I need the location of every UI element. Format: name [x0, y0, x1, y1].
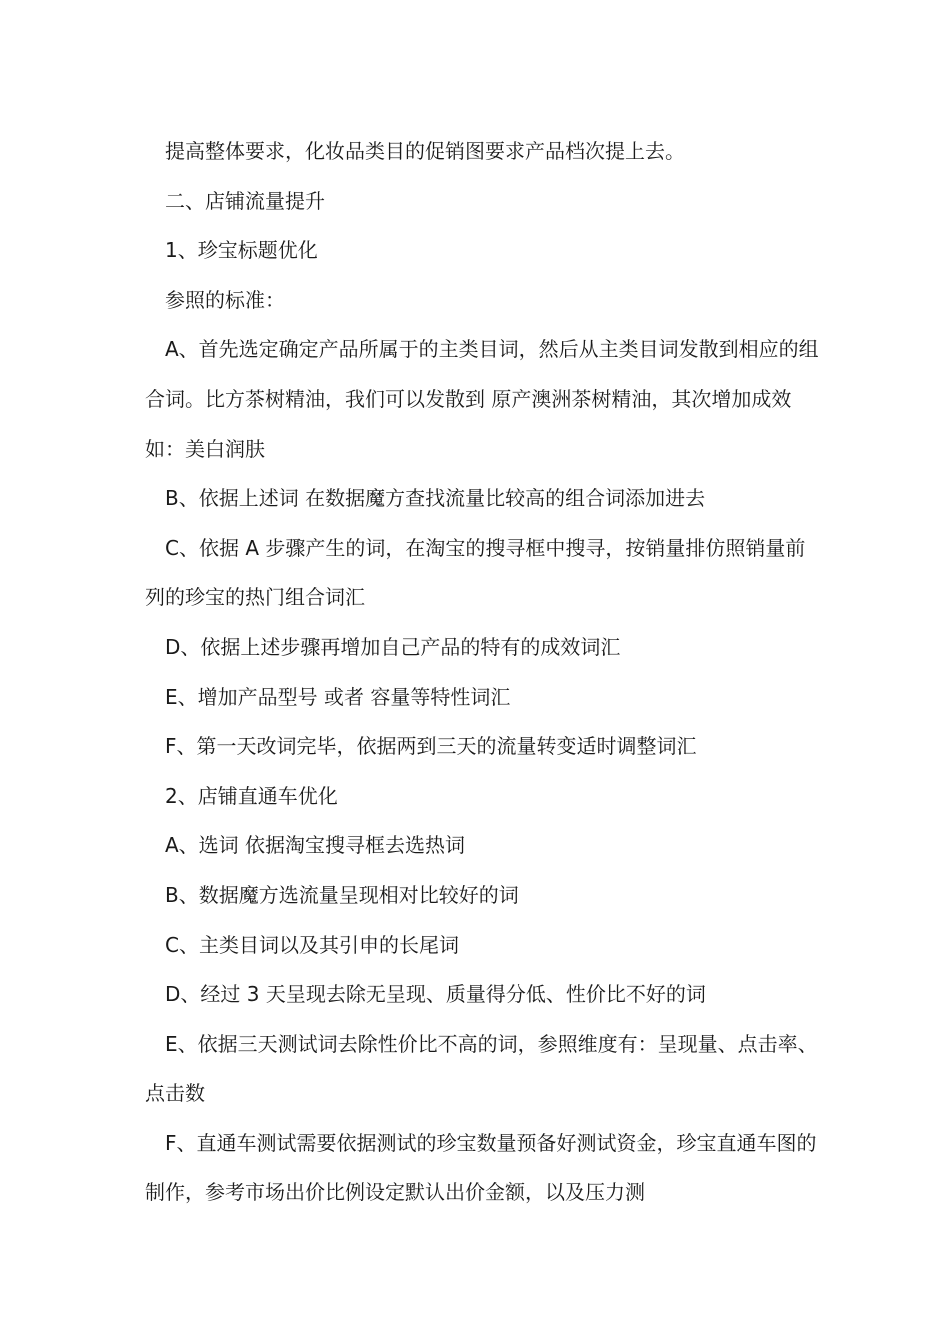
section-heading-traffic: 二、店铺流量提升 [165, 188, 325, 213]
document-body [145, 127, 825, 1218]
paragraph-promo-requirement: 提高整体要求，化妆品类目的促销图要求产品档次提上去。 [165, 139, 685, 163]
list-item-title-f: F、第一天改词完毕，依据两到三天的流量转变适时调整词汇 [165, 734, 697, 759]
subheading-ad-optimization: 2、店铺直通车优化 [165, 783, 338, 808]
list-item-title-b: B、依据上述词 在数据魔方查找流量比较高的组合词添加进去 [165, 486, 706, 511]
list-item-title-e: E、增加产品型号 或者 容量等特性词汇 [165, 684, 511, 709]
list-item-title-c: C、依据 A 步骤产生的词，在淘宝的搜寻框中搜寻，按销量排仿照销量前列的珍宝的热门组合词汇 [145, 535, 806, 610]
list-item-title-a: A、首先选定确定产品所属于的主类目词，然后从主类目词发散到相应的组合词。比方茶树精油，我们可以发散到 原产澳洲茶树精油，其次增加成效如：美白润肤 [145, 337, 819, 461]
subheading-title-optimization: 1、珍宝标题优化 [165, 238, 318, 263]
list-item-ad-d: D、经过 3 天呈现去除无呈现、质量得分低、性价比不好的词 [165, 982, 706, 1007]
list-item-ad-f: F、直通车测试需要依据测试的珍宝数量预备好测试资金，珍宝直通车图的制作，参考市场出价比例设定默认出价金额，以及压力测 [145, 1130, 817, 1205]
list-item-ad-e: E、依据三天测试词去除性价比不高的词，参照维度有：呈现量、点击率、点击数 [145, 1031, 818, 1106]
list-item-title-d: D、依据上述步骤再增加自己产品的特有的成效词汇 [165, 634, 621, 659]
list-item-ad-c: C、主类目词以及其引申的长尾词 [165, 932, 459, 957]
list-item-ad-a: A、选词 依据淘宝搜寻框去选热词 [165, 833, 466, 858]
paragraph-reference-standard: 参照的标准： [165, 287, 285, 312]
list-item-ad-b: B、数据魔方选流量呈现相对比较好的词 [165, 882, 519, 907]
